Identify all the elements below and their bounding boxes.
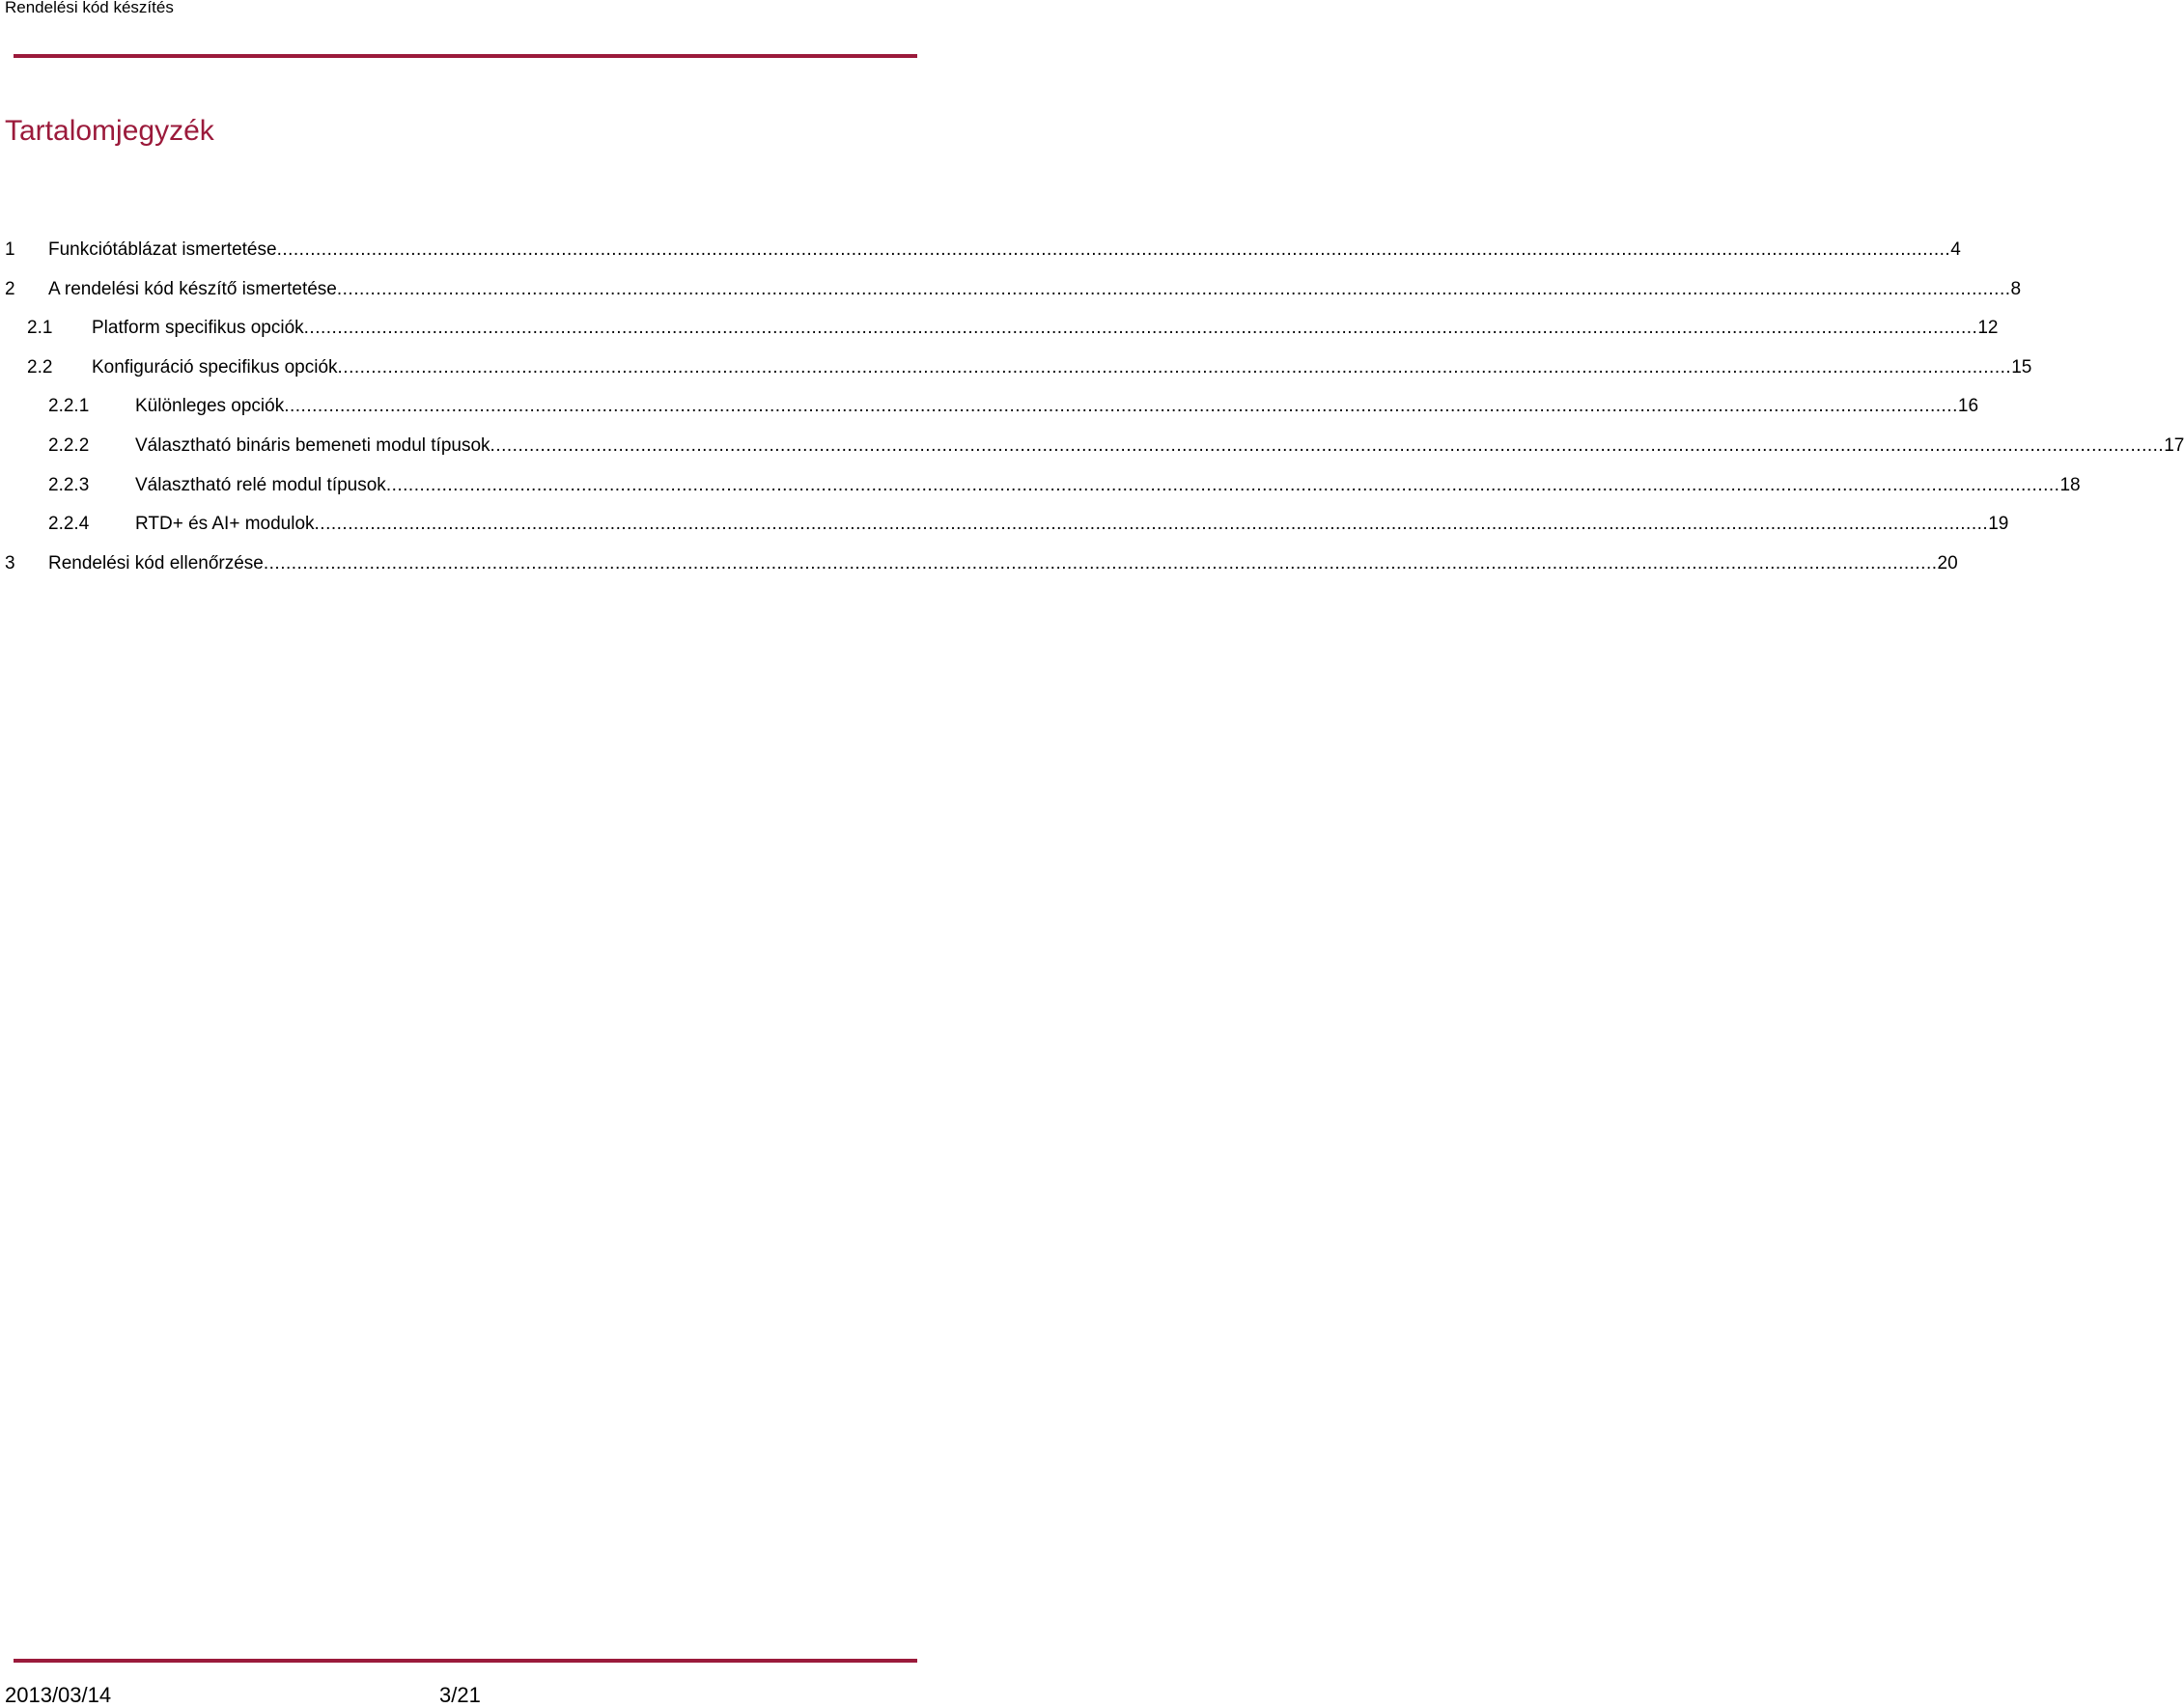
toc-entry[interactable] [5,277,2022,304]
toc-entry-page: 8 [2010,279,2022,299]
toc-entry-page: 16 [1957,396,1979,416]
toc-entry-title: Különleges opciók [135,396,285,416]
toc-entry-title: Rendelési kód ellenőrzése [48,553,264,574]
toc-entry-number: 2.2 [27,357,53,378]
toc-entry-title: Választható bináris bemeneti modul típusok [135,435,490,456]
toc-entry[interactable] [5,473,2081,500]
toc-entry-title: Konfiguráció specifikus opciók [92,357,338,378]
toc-entry-number: 2 [5,279,15,299]
toc-entry-page: 15 [2011,357,2032,378]
footer-date: 2013/03/14 [5,1683,112,1707]
toc-entry[interactable] [5,394,1979,421]
header-rule [14,54,917,58]
toc-entry-dot-leader: ............................................................................................................................................................................................................................................................................................................ [276,239,1951,260]
footer-rule [14,1659,917,1663]
toc-entry[interactable] [5,434,2184,461]
toc-entry-number: 2.1 [27,318,53,338]
toc-entry-dot-leader: ............................................................................................................................................................................................................................................................................................................ [385,475,2060,495]
toc-entry-dot-leader: ............................................................................................................................................................................................................................................................................................................ [336,279,2011,299]
toc-entry-dot-leader: ............................................................................................................................................................................................................................................................................................................ [337,357,2012,378]
toc-heading: Tartalomjegyzék [5,115,214,147]
toc-entry-page: 18 [2059,475,2081,495]
header-title: Rendelési kód készítés [5,0,174,16]
toc-entry-title: Platform specifikus opciók [92,318,304,338]
footer-page-number: 3/21 [439,1683,481,1707]
toc-entry-dot-leader: ............................................................................................................................................................................................................................................................................................................ [490,435,2165,456]
toc-entry-page: 20 [1937,553,1958,574]
toc-entry-dot-leader: ............................................................................................................................................................................................................................................................................................................ [284,396,1958,416]
toc-entry-title: RTD+ és AI+ modulok [135,514,315,534]
toc-entry-dot-leader: ............................................................................................................................................................................................................................................................................................................ [314,514,1989,534]
toc-entry-title: Választható relé modul típusok [135,475,386,495]
toc-entry[interactable] [5,316,1999,343]
toc-entry-page: 19 [1988,514,2009,534]
toc-entry-number: 3 [5,553,15,574]
toc-entry-number: 2.2.4 [48,514,90,534]
toc-entry-dot-leader: ............................................................................................................................................................................................................................................................................................................ [303,318,1978,338]
toc-entry[interactable] [5,238,1961,265]
toc-entry-number: 2.2.1 [48,396,90,416]
toc-entry-number: 2.2.3 [48,475,90,495]
toc-entry-dot-leader: ............................................................................................................................................................................................................................................................................................................ [263,553,1938,574]
toc-entry[interactable] [5,551,1958,578]
toc-entry-number: 1 [5,239,15,260]
toc-entry[interactable] [5,355,2032,382]
toc-entry-page: 12 [1977,318,1999,338]
toc-entry[interactable] [5,512,2009,539]
toc-entry-title: A rendelési kód készítő ismertetése [48,279,337,299]
toc-entry-number: 2.2.2 [48,435,90,456]
toc-entry-page: 4 [1950,239,1961,260]
toc-entry-page: 17 [2164,435,2184,456]
toc-entry-title: Funkciótáblázat ismertetése [48,239,277,260]
